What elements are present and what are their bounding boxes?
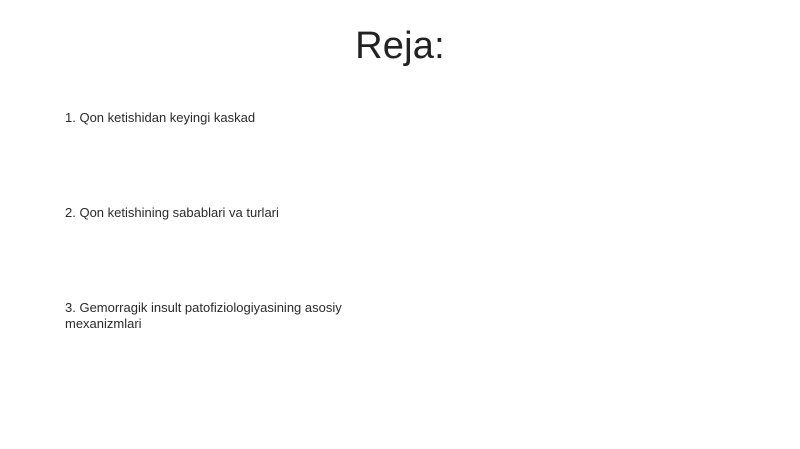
slide-title: Reja: (355, 25, 445, 67)
plan-item-2: 2. Qon ketishining sabablari va turlari (65, 205, 279, 220)
plan-item-3: 3. Gemorragik insult patofiziologiyasining asosiy mexanizmlari (65, 300, 342, 331)
plan-item-1: 1. Qon ketishidan keyingi kaskad (65, 110, 256, 125)
